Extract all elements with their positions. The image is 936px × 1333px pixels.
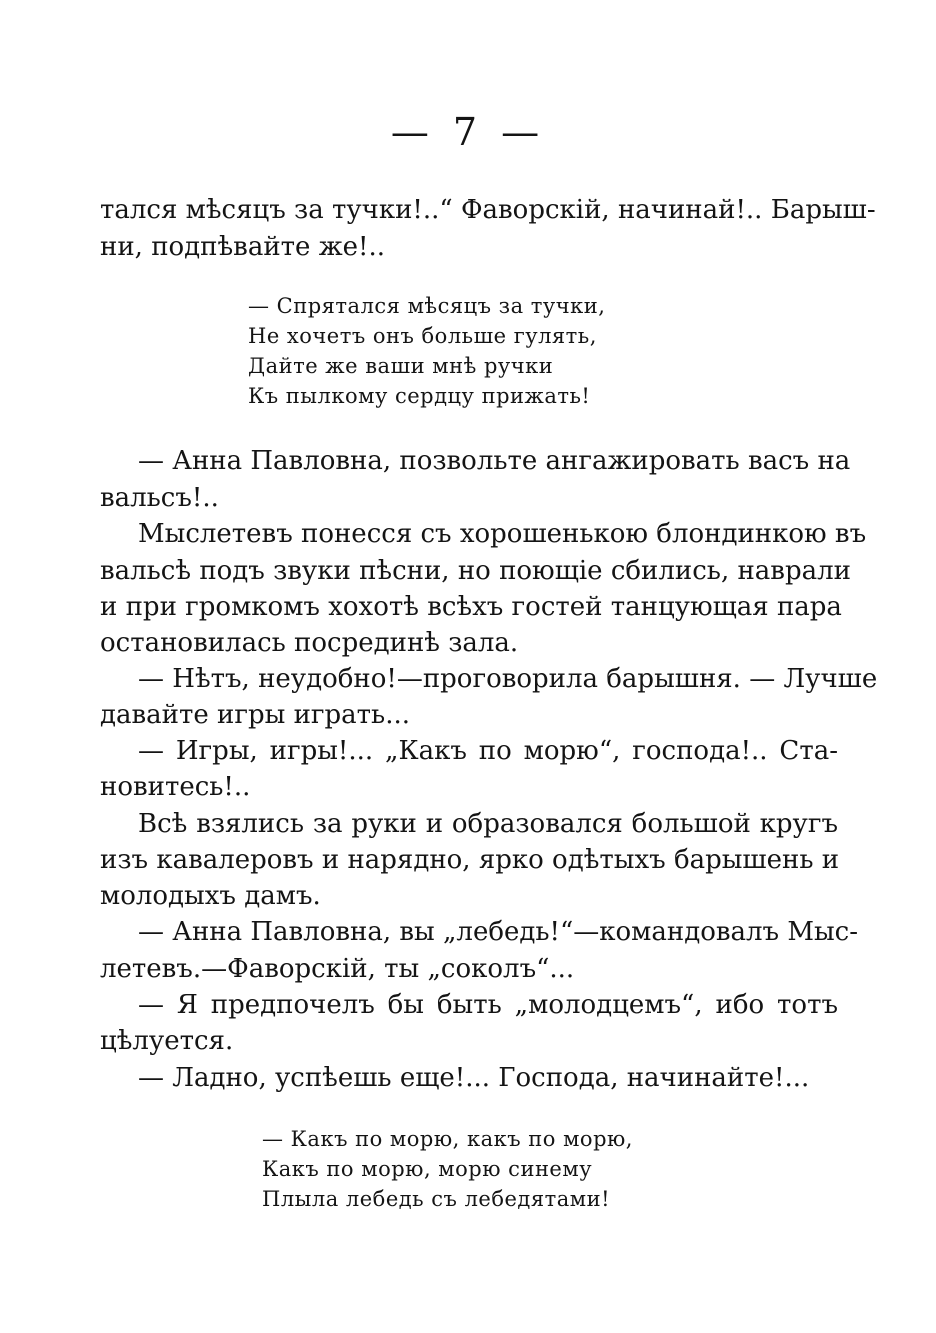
text-line: и при громкомъ хохотѣ всѣхъ гостей танцующая пара <box>100 592 842 622</box>
text-line: давайте игры играть... <box>100 700 410 730</box>
text-line: молодыхъ дамъ. <box>100 881 321 911</box>
text-line: цѣлуется. <box>100 1026 234 1056</box>
text-line: новитесь!.. <box>100 772 251 802</box>
text-line: изъ кавалеровъ и нарядно, ярко одѣтыхъ барышень и <box>100 845 840 875</box>
verse-line: — Спрятался мѣсяцъ за тучки, <box>248 294 606 318</box>
text-line: ни, подпѣвайте же!.. <box>100 232 385 262</box>
text-line: тался мѣсяцъ за тучки!..“ Фаворскій, начинай!.. Барыш- <box>100 195 876 225</box>
verse-line: Какъ по морю, морю синему <box>262 1157 593 1181</box>
verse-line: Дайте же ваши мнѣ ручки <box>248 354 554 378</box>
text-line: Мыслетевъ понесся съ хорошенькою блондинкою въ <box>138 519 867 549</box>
text-line: летевъ.—Фаворскій, ты „соколъ“... <box>100 954 575 984</box>
text-line: — Игры, игры!... „Какъ по морю“, господа!.. Ста- <box>138 736 838 766</box>
text-line: вальсѣ подъ звуки пѣсни, но поющіе сбились, наврали <box>100 556 851 586</box>
text-line: — Нѣтъ, неудобно!—проговорила барышня. — Лучше <box>138 664 878 694</box>
verse-line: Не хочетъ онъ больше гулять, <box>248 324 597 348</box>
verse-line: Плыла лебедь съ лебедятами! <box>262 1187 611 1211</box>
verse-line: Къ пылкому сердцу прижать! <box>248 384 591 408</box>
text-line: — Ладно, успѣешь еще!... Господа, начинайте!... <box>138 1063 810 1093</box>
text-line: остановилась посрединѣ зала. <box>100 628 519 658</box>
verse-line: — Какъ по морю, какъ по морю, <box>262 1127 633 1151</box>
text-line: вальсъ!.. <box>100 483 219 513</box>
page-number: — 7 — <box>390 110 546 154</box>
text-line: — Анна Павловна, позвольте ангажировать васъ на <box>138 446 851 476</box>
text-line: Всѣ взялись за руки и образовался большой кругъ <box>138 809 838 839</box>
text-line: — Я предпочелъ бы быть „молодцемъ“, ибо тотъ <box>138 990 838 1020</box>
text-line: — Анна Павловна, вы „лебедь!“—командовалъ Мыс- <box>138 917 859 947</box>
